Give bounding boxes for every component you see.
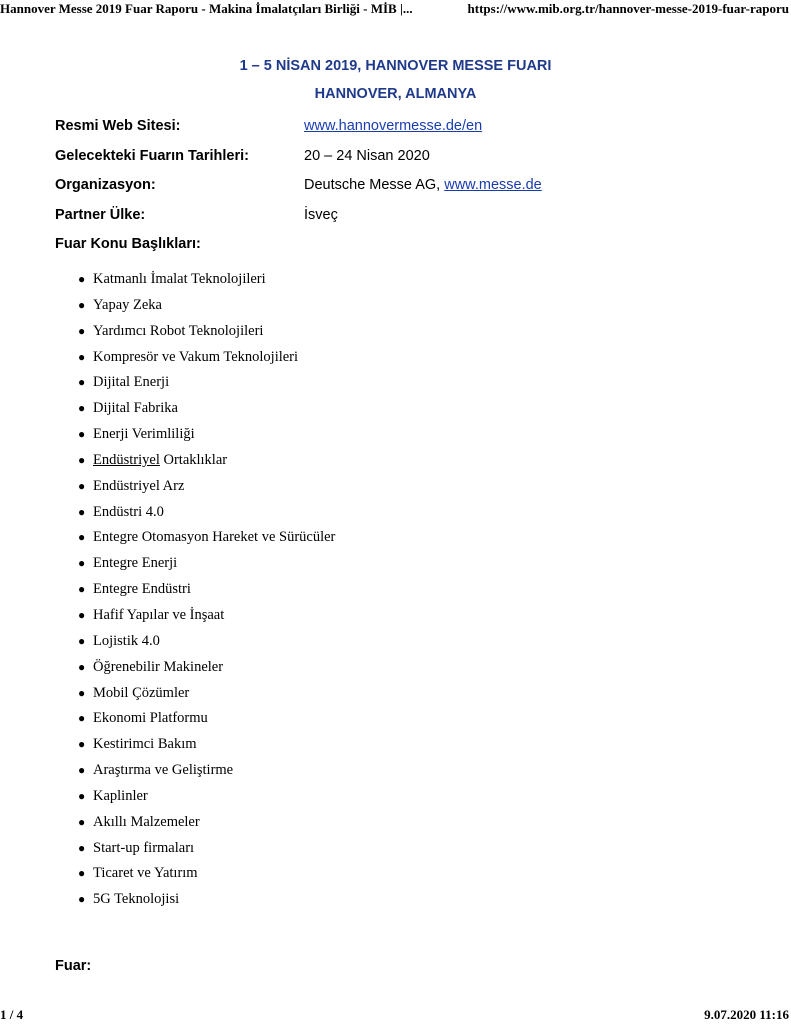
website-label: Resmi Web Sitesi: <box>55 118 181 134</box>
event-location: HANNOVER, ALMANYA <box>314 86 477 102</box>
organization-link[interactable]: www.messe.de <box>444 177 542 193</box>
list-item: ● Entegre Enerji <box>78 551 335 577</box>
list-item: ● Mobil Çözümler <box>78 681 335 707</box>
bullet-icon: ● <box>78 452 86 467</box>
bullet-icon: ● <box>78 375 86 390</box>
list-item: ● Endüstri 4.0 <box>78 500 335 526</box>
event-title: 1 – 5 NİSAN 2019, HANNOVER MESSE FUARI <box>239 58 552 74</box>
bullet-icon: ● <box>78 297 86 312</box>
future-dates-value: 20 – 24 Nisan 2020 <box>304 147 430 164</box>
list-item: ● Kestirimci Bakım <box>78 732 335 758</box>
print-header-url: https://www.mib.org.tr/hannover-messe-2019-fuar-raporu <box>467 1 789 16</box>
info-row-organization <box>55 175 755 205</box>
partner-value: İsveç <box>304 206 338 223</box>
list-item: ● Start-up firmaları <box>78 836 335 862</box>
info-row-topics <box>55 234 755 264</box>
bullet-icon: ● <box>78 814 86 829</box>
organization-label: Organizasyon: <box>55 177 156 193</box>
bullet-icon: ● <box>78 685 86 700</box>
bullet-icon: ● <box>78 478 86 493</box>
bullet-icon: ● <box>78 401 86 416</box>
bullet-icon: ● <box>78 349 86 364</box>
page-number: 1 / 4 <box>0 1007 24 1022</box>
bullet-icon: ● <box>78 582 86 597</box>
list-item: ● Araştırma ve Geliştirme <box>78 758 335 784</box>
bullet-icon: ● <box>78 633 86 648</box>
list-item: ● Dijital Enerji <box>78 370 335 396</box>
future-dates-label: Gelecekteki Fuarın Tarihleri: <box>55 147 249 164</box>
list-item: ● Ticaret ve Yatırım <box>78 861 335 887</box>
bullet-icon: ● <box>78 763 86 778</box>
topics-label: Fuar Konu Başlıkları: <box>55 236 201 252</box>
bullet-icon: ● <box>78 272 86 286</box>
info-row-partner <box>55 205 755 235</box>
bullet-icon: ● <box>78 711 86 726</box>
print-datetime: 9.07.2020 11:16 <box>704 1007 789 1022</box>
bullet-icon: ● <box>78 892 86 907</box>
info-row-future-dates <box>55 146 755 176</box>
partner-label: Partner Ülke: <box>55 206 146 223</box>
list-item: ● Katmanlı İmalat Teknolojileri <box>78 267 335 293</box>
list-item: ● Entegre Otomasyon Hareket ve Sürücüler <box>78 525 335 551</box>
bullet-icon: ● <box>78 323 86 338</box>
bullet-icon: ● <box>78 866 86 881</box>
website-link[interactable]: www.hannovermesse.de/en <box>304 118 483 134</box>
list-item: ● Dijital Fabrika <box>78 396 335 422</box>
list-item: ● Endüstriyel Arz <box>78 474 335 500</box>
list-item: ● Lojistik 4.0 <box>78 629 335 655</box>
organization-value <box>304 175 542 195</box>
list-item: ● Kompresör ve Vakum Teknolojileri <box>78 345 335 371</box>
list-item: ● Yardımcı Robot Teknolojileri <box>78 319 335 345</box>
list-item: ● Enerji Verimliliği <box>78 422 335 448</box>
print-header-title: Hannover Messe 2019 Fuar Raporu - Makina İmalatçıları Birliği - MİB |... <box>0 1 413 16</box>
bullet-icon: ● <box>78 427 86 442</box>
list-item: ● Ekonomi Platformu <box>78 706 335 732</box>
list-item: ● Yapay Zeka <box>78 293 335 319</box>
list-item: ● Endüstriyel Ortaklıklar <box>78 448 335 474</box>
info-row-website <box>55 116 755 146</box>
list-item: ● Öğrenebilir Makineler <box>78 655 335 681</box>
topics-list <box>78 267 335 913</box>
bullet-icon: ● <box>78 607 86 622</box>
list-item: ● Hafif Yapılar ve İnşaat <box>78 603 335 629</box>
bullet-icon: ● <box>78 737 86 752</box>
fuar-heading: Fuar: <box>55 958 92 974</box>
organization-name: Deutsche Messe AG, <box>304 177 445 193</box>
bullet-icon: ● <box>78 504 86 519</box>
bullet-icon: ● <box>78 788 86 803</box>
bullet-icon: ● <box>78 556 86 571</box>
list-item: ● 5G Teknolojisi <box>78 887 335 913</box>
bullet-icon: ● <box>78 659 86 674</box>
event-info <box>55 116 755 264</box>
list-item: ● Entegre Endüstri <box>78 577 335 603</box>
bullet-icon: ● <box>78 840 86 855</box>
bullet-icon: ● <box>78 530 86 545</box>
list-item: ● Kaplinler <box>78 784 335 810</box>
topic-link[interactable]: Endüstriyel <box>93 451 160 468</box>
list-item: ● Akıllı Malzemeler <box>78 810 335 836</box>
